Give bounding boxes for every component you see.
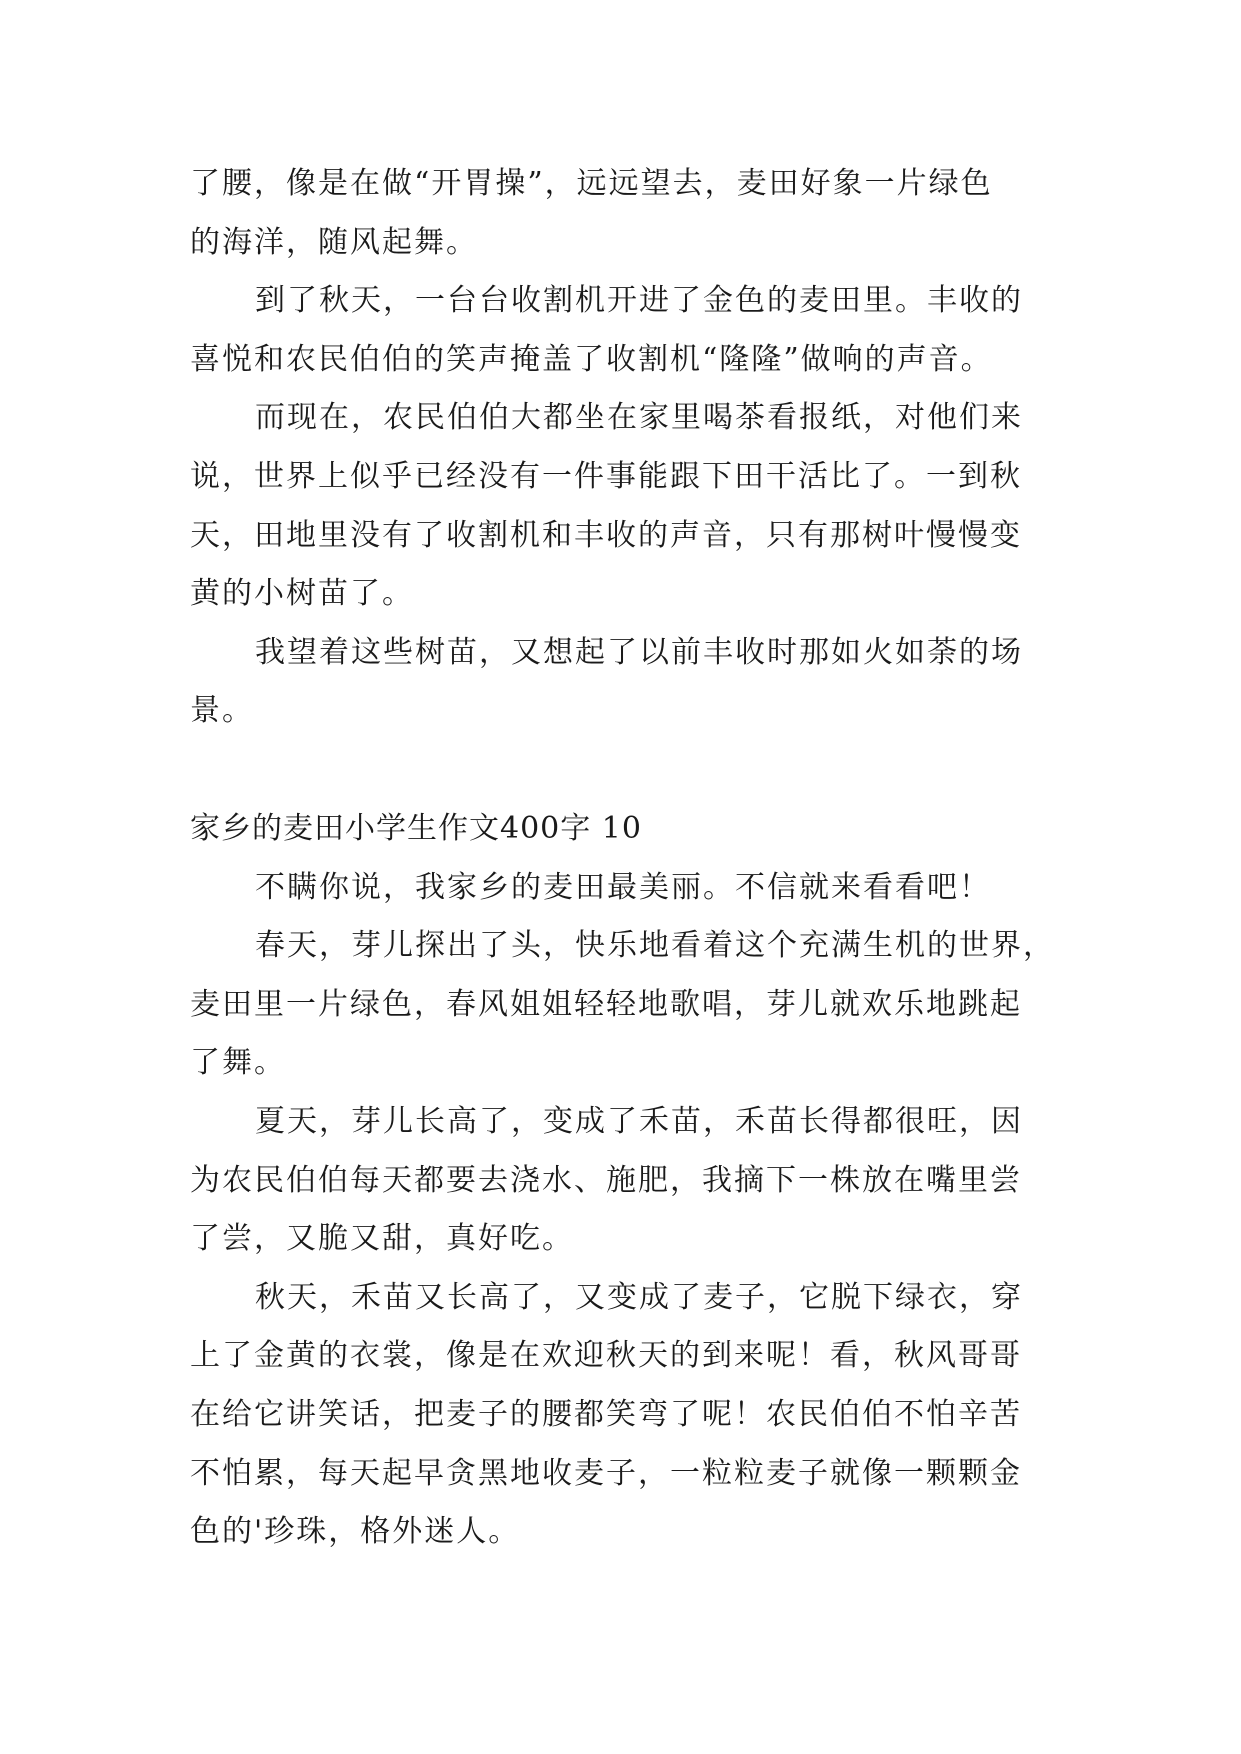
essay-heading: 家乡的麦田小学生作文400字 10 xyxy=(190,811,642,846)
text-line: 麦田里一片绿色，春风姐姐轻轻地歌唱，芽儿就欢乐地跳起 xyxy=(190,986,1022,1022)
text-line: 景。 xyxy=(190,693,254,729)
paragraph-start-line: 秋天，禾苗又长高了，又变成了麦子，它脱下绿衣，穿 xyxy=(255,1279,1023,1315)
text-line: 上了金黄的衣裳，像是在欢迎秋天的到来呢！看，秋风哥哥 xyxy=(190,1338,1022,1374)
text-line: 在给它讲笑话，把麦子的腰都笑弯了呢！农民伯伯不怕辛苦 xyxy=(190,1396,1022,1432)
text-line: 天，田地里没有了收割机和丰收的声音，只有那树叶慢慢变 xyxy=(190,517,1022,553)
text-line: 了尝，又脆又甜，真好吃。 xyxy=(190,1221,574,1257)
text-line: 了舞。 xyxy=(190,1045,286,1081)
text-line: 说，世界上似乎已经没有一件事能跟下田干活比了。一到秋 xyxy=(190,458,1022,494)
paragraph-start-line: 我望着这些树苗，又想起了以前丰收时那如火如荼的场 xyxy=(255,634,1023,670)
text-line: 的海洋，随风起舞。 xyxy=(190,224,478,260)
text-line: 为农民伯伯每天都要去浇水、施肥，我摘下一株放在嘴里尝 xyxy=(190,1162,1022,1198)
paragraph-start-line: 而现在，农民伯伯大都坐在家里喝茶看报纸，对他们来 xyxy=(255,400,1023,436)
paragraph-start-line: 到了秋天，一台台收割机开进了金色的麦田里。丰收的 xyxy=(255,283,1023,319)
text-line: 喜悦和农民伯伯的笑声掩盖了收割机“隆隆”做响的声音。 xyxy=(190,341,993,377)
paragraph-start-line: 不瞒你说，我家乡的麦田最美丽。不信就来看看吧！ xyxy=(255,869,991,905)
essay-continuation xyxy=(190,155,1070,741)
text-line: 了腰，像是在做“开胃操”，远远望去，麦田好象一片绿色 xyxy=(190,166,993,201)
text-line: 黄的小树苗了。 xyxy=(190,576,414,612)
essay-10 xyxy=(190,800,1070,1562)
paragraph-start-line: 春天，芽儿探出了头，快乐地看着这个充满生机的世界， xyxy=(255,928,1055,964)
text-line: 不怕累，每天起早贪黑地收麦子，一粒粒麦子就像一颗颗金 xyxy=(190,1455,1022,1491)
paragraph-start-line: 夏天，芽儿长高了，变成了禾苗，禾苗长得都很旺，因 xyxy=(255,1103,1023,1139)
text-line: 色的'珍珠，格外迷人。 xyxy=(190,1514,521,1550)
